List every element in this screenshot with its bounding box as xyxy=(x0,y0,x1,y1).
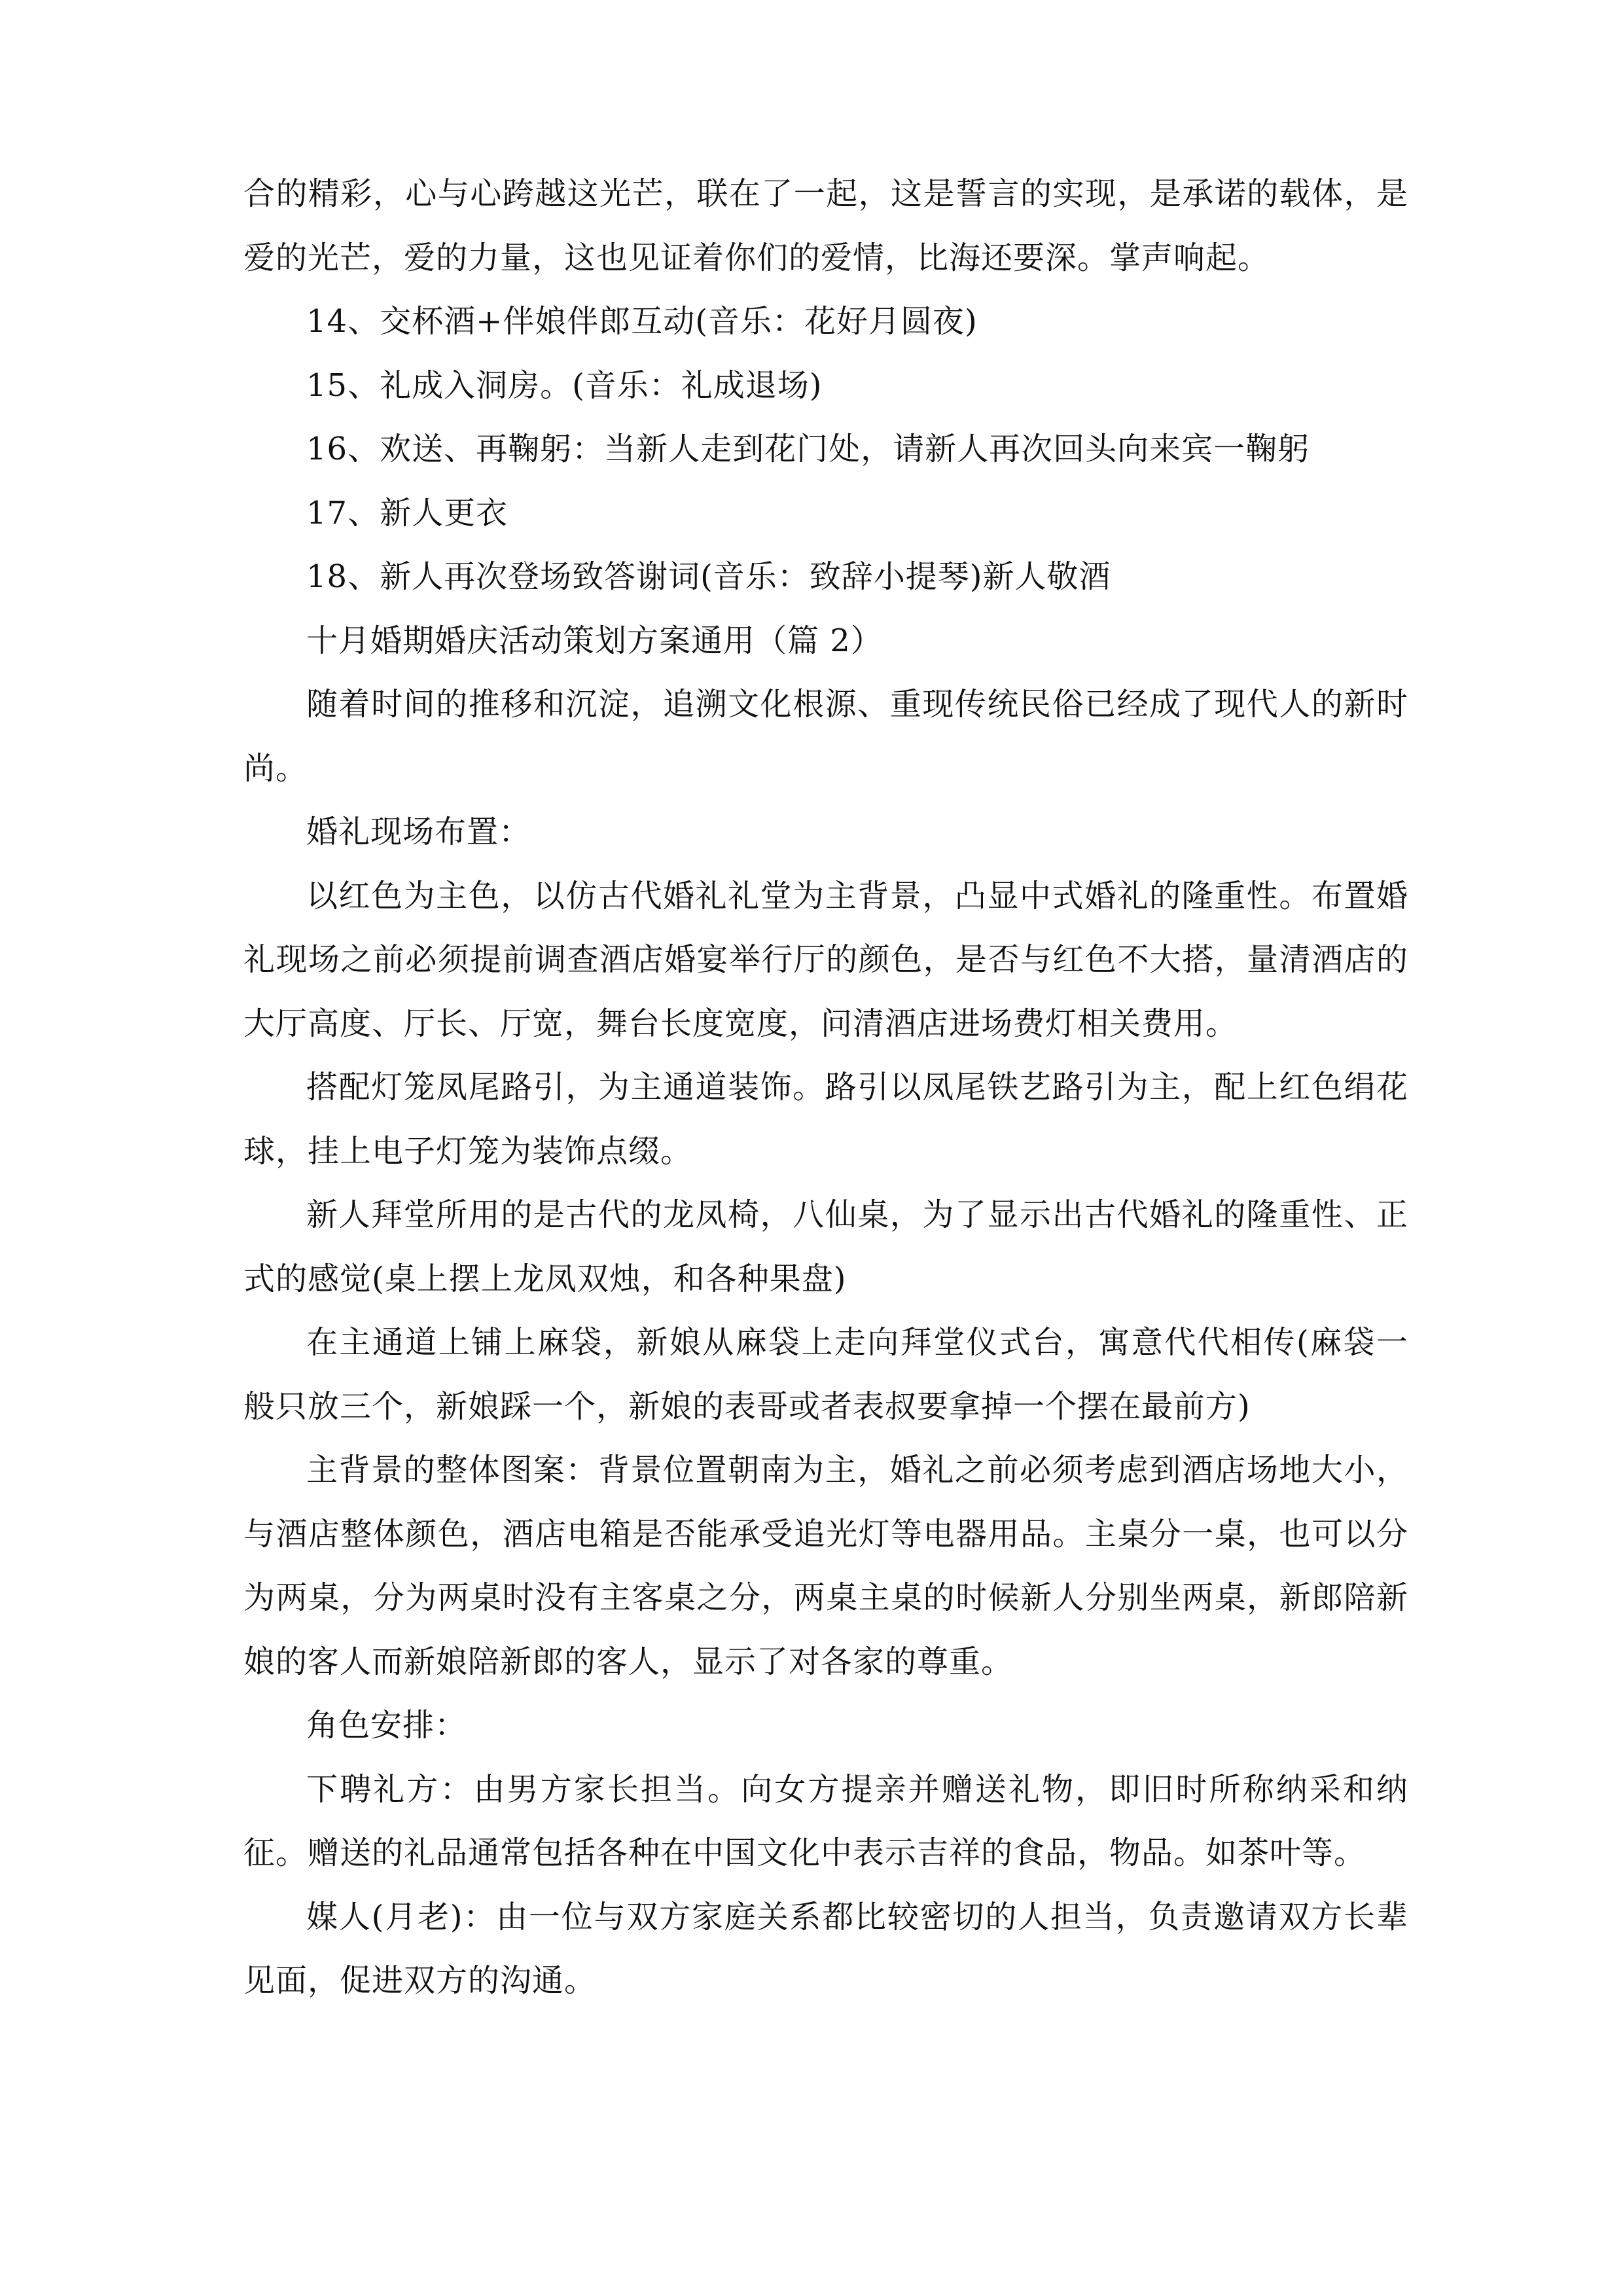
paragraph-step-18: 18、新人再次登场致答谢词(音乐：致辞小提琴)新人敬酒 xyxy=(306,558,1111,595)
paragraph-betrothal: 下聘礼方：由男方家长担当。向女方提亲并赠送礼物，即旧时所称纳采和纳征。赠送的礼品通常包括各种在中国文化中表示吉祥的食品，物品。如茶叶等。 xyxy=(243,1770,1408,1871)
paragraph-step-14: 14、交杯酒+伴娘伴郎互动(音乐：花好月圆夜) xyxy=(306,303,978,340)
paragraph-intro: 随着时间的推移和沉淀，追溯文化根源、重现传统民俗已经成了现代人的新时尚。 xyxy=(243,686,1408,787)
subheading-venue-layout: 婚礼现场布置： xyxy=(306,814,531,850)
paragraph-continuation: 合的精彩，心与心跨越这光芒，联在了一起，这是誓言的实现，是承诺的载体，是爱的光芒，爱的力量，这也见证着你们的爱情，比海还要深。掌声响起。 xyxy=(243,175,1408,276)
paragraph-matchmaker: 媒人(月老)：由一位与双方家庭关系都比较密切的人担当，负责邀请双方长辈见面，促进双方的沟通。 xyxy=(243,1898,1408,1999)
paragraph-backdrop: 主背景的整体图案：背景位置朝南为主，婚礼之前必须考虑到酒店场地大小，与酒店整体颜色，酒店电箱是否能承受追光灯等电器用品。主桌分一桌，也可以分为两桌，分为两桌时没有主客桌之分，两桌主桌的时候新人分别坐两桌，新郎陪新娘的客人而新娘陪新郎的客人，显示了对各家的尊重。 xyxy=(243,1452,1408,1680)
paragraph-sacks: 在主通道上铺上麻袋，新娘从麻袋上走向拜堂仪式台，寓意代代相传(麻袋一般只放三个，新娘踩一个，新娘的表哥或者表叔要拿掉一个摆在最前方) xyxy=(243,1324,1408,1425)
paragraph-dragon-phoenix-chairs: 新人拜堂所用的是古代的龙凤椅，八仙桌，为了显示出古代婚礼的隆重性、正式的感觉(桌上摆上龙凤双烛，和各种果盘) xyxy=(243,1196,1408,1297)
subheading-roles: 角色安排： xyxy=(306,1707,467,1744)
paragraph-red-theme: 以红色为主色，以仿古代婚礼礼堂为主背景，凸显中式婚礼的隆重性。布置婚礼现场之前必须提前调查酒店婚宴举行厅的颜色，是否与红色不大搭，量清酒店的大厅高度、厅长、厅宽，舞台长度宽度，问清酒店进场费灯相关费用。 xyxy=(243,877,1408,1042)
section-heading: 十月婚期婚庆活动策划方案通用（篇 2） xyxy=(306,622,883,659)
document-body xyxy=(243,162,1408,2013)
paragraph-step-15: 15、礼成入洞房。(音乐：礼成退场) xyxy=(306,367,823,404)
paragraph-lanterns: 搭配灯笼凤尾路引，为主通道装饰。路引以凤尾铁艺路引为主，配上红色绢花球，挂上电子灯笼为装饰点缀。 xyxy=(243,1069,1408,1170)
paragraph-step-17: 17、新人更衣 xyxy=(306,494,508,531)
paragraph-step-16: 16、欢送、再鞠躬：当新人走到花门处，请新人再次回头向来宾一鞠躬 xyxy=(306,431,1310,467)
